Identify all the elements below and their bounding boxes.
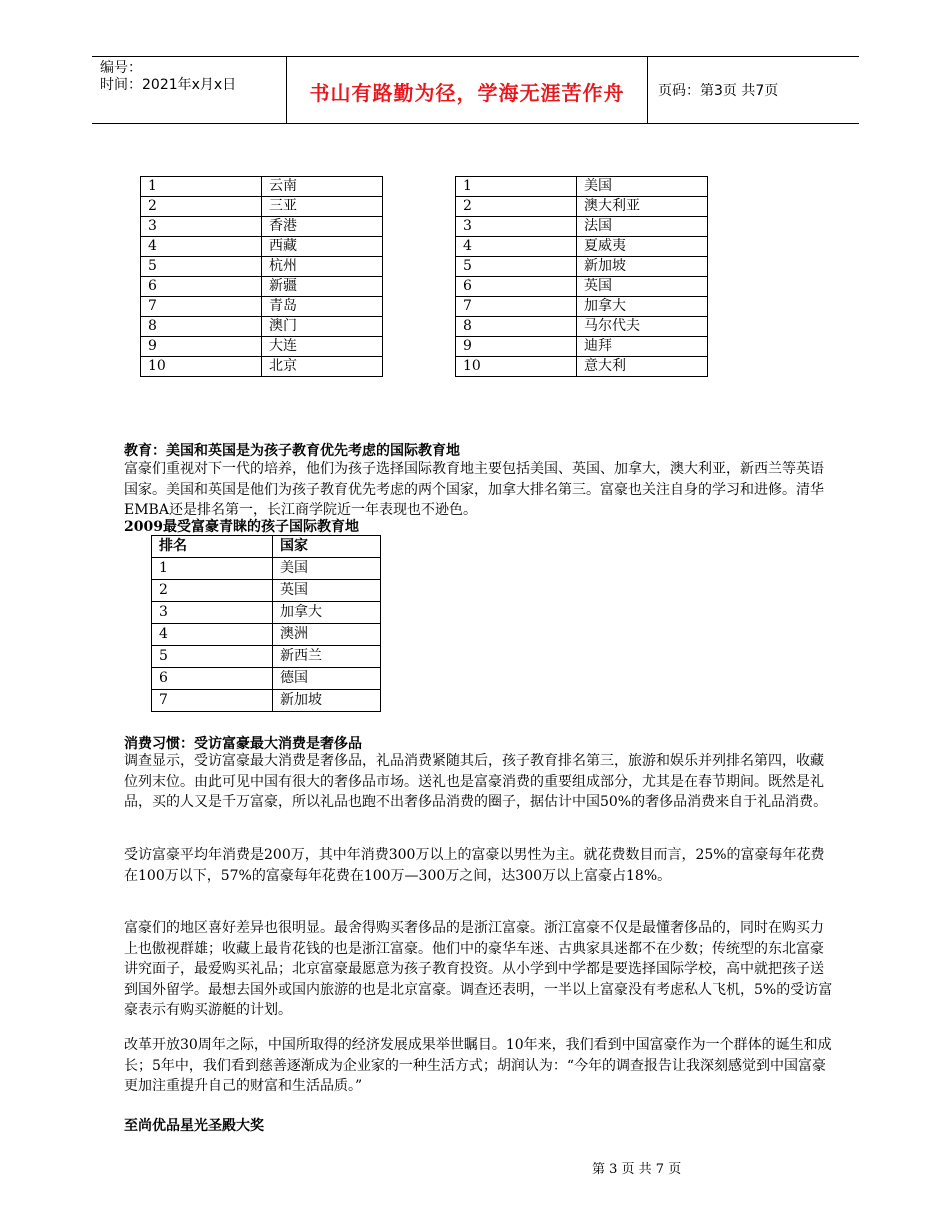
international-destinations-table bbox=[455, 176, 708, 377]
table-row bbox=[456, 317, 708, 337]
table-row bbox=[152, 624, 381, 646]
table-row bbox=[141, 297, 383, 317]
rank-cell: 4 bbox=[456, 237, 577, 257]
place-cell: 云南 bbox=[262, 177, 383, 197]
rank-cell: 1 bbox=[152, 558, 273, 580]
place-cell: 意大利 bbox=[577, 357, 708, 377]
place-cell: 法国 bbox=[577, 217, 708, 237]
place-cell: 新疆 bbox=[262, 277, 383, 297]
closing-heading: 至尚优品星光圣殿大奖 bbox=[124, 1118, 264, 1134]
rank-cell: 1 bbox=[141, 177, 262, 197]
rank-cell: 7 bbox=[141, 297, 262, 317]
rank-cell: 5 bbox=[456, 257, 577, 277]
education-heading: 教育：美国和英国是为孩子教育优先考虑的国际教育地 bbox=[124, 443, 460, 459]
table-row bbox=[456, 357, 708, 377]
rank-cell: 3 bbox=[141, 217, 262, 237]
page-footer: 第 3 页 共 7 页 bbox=[592, 1162, 682, 1177]
rank-cell: 10 bbox=[456, 357, 577, 377]
column-header-country: 国家 bbox=[273, 536, 381, 558]
rank-cell: 10 bbox=[141, 357, 262, 377]
header-meta bbox=[100, 60, 280, 94]
domestic-destinations-table bbox=[140, 176, 383, 377]
table-row bbox=[141, 337, 383, 357]
place-cell: 德国 bbox=[273, 668, 381, 690]
place-cell: 澳门 bbox=[262, 317, 383, 337]
date-label: 时间：2021年x月x日 bbox=[100, 77, 237, 93]
header-divider bbox=[647, 57, 648, 123]
rank-cell: 4 bbox=[152, 624, 273, 646]
column-header-rank: 排名 bbox=[152, 536, 273, 558]
table-row bbox=[141, 197, 383, 217]
table-row bbox=[141, 177, 383, 197]
place-cell: 英国 bbox=[273, 580, 381, 602]
page-indicator: 页码：第3页 共7页 bbox=[658, 83, 779, 99]
rank-cell: 4 bbox=[141, 237, 262, 257]
table-row bbox=[141, 317, 383, 337]
table-row bbox=[456, 257, 708, 277]
consumption-heading: 消费习惯：受访富豪最大消费是奢侈品 bbox=[124, 736, 362, 752]
place-cell: 青岛 bbox=[262, 297, 383, 317]
rank-cell: 8 bbox=[456, 317, 577, 337]
consumption-paragraph-3: 富豪们的地区喜好差异也很明显。最舍得购买奢侈品的是浙江富豪。浙江富豪不仅是最懂奢侈品的，同时在购买力上也傲视群雄；收藏上最肯花钱的也是浙江富豪。他们中的豪华车迷、古典家具迷都不在少数；传统型的东北富豪讲究面子，最爱购买礼品；北京富豪最愿意为孩子教育投资。从小学到中学都是要选择国际学校，高中就把孩子送到国外留学。最想去国外或国内旅游的也是北京富豪。调查还表明，一半以上富豪没有考虑私人飞机，5%的受访富豪表示有购买游艇的计划。 bbox=[124, 920, 833, 1018]
place-cell: 美国 bbox=[577, 177, 708, 197]
consumption-paragraph-4: 改革开放30周年之际，中国所取得的经济发展成果举世瞩目。10年来，我们看到中国富豪作为一个群体的诞生和成长；5年中，我们看到慈善逐渐成为企业家的一种生活方式；胡润认为：“今年的调查报告让我深刻感觉到中国富豪更加注重提升自己的财富和生活品质。” bbox=[124, 1037, 832, 1094]
place-cell: 香港 bbox=[262, 217, 383, 237]
rank-cell: 1 bbox=[456, 177, 577, 197]
rank-cell: 7 bbox=[152, 690, 273, 712]
table-row bbox=[152, 580, 381, 602]
rank-cell: 9 bbox=[141, 337, 262, 357]
rank-cell: 2 bbox=[152, 580, 273, 602]
rank-cell: 3 bbox=[456, 217, 577, 237]
rank-cell: 8 bbox=[141, 317, 262, 337]
table-row bbox=[141, 257, 383, 277]
rank-cell: 5 bbox=[152, 646, 273, 668]
table-row bbox=[141, 277, 383, 297]
rank-cell: 7 bbox=[456, 297, 577, 317]
table-row bbox=[141, 217, 383, 237]
page-header bbox=[92, 56, 859, 124]
place-cell: 三亚 bbox=[262, 197, 383, 217]
table-row bbox=[456, 217, 708, 237]
rank-cell: 3 bbox=[152, 602, 273, 624]
place-cell: 西藏 bbox=[262, 237, 383, 257]
rank-cell: 5 bbox=[141, 257, 262, 277]
place-cell: 美国 bbox=[273, 558, 381, 580]
place-cell: 加拿大 bbox=[577, 297, 708, 317]
place-cell: 英国 bbox=[577, 277, 708, 297]
place-cell: 新加坡 bbox=[273, 690, 381, 712]
place-cell: 加拿大 bbox=[273, 602, 381, 624]
table-row bbox=[456, 277, 708, 297]
consumption-paragraph-2: 受访富豪平均年消费是200万，其中年消费300万以上的富豪以男性为主。就花费数目而言，25%的富豪每年花费在100万以下，57%的富豪每年花费在100万—300万之间，达300万以上富豪占18%。 bbox=[124, 847, 825, 884]
place-cell: 大连 bbox=[262, 337, 383, 357]
table-row bbox=[152, 690, 381, 712]
place-cell: 杭州 bbox=[262, 257, 383, 277]
table-row bbox=[456, 337, 708, 357]
education-table-title: 2009最受富豪青睐的孩子国际教育地 bbox=[124, 519, 359, 535]
table-row bbox=[152, 646, 381, 668]
place-cell: 北京 bbox=[262, 357, 383, 377]
education-destinations-table bbox=[151, 535, 381, 712]
table-row bbox=[152, 558, 381, 580]
table-row bbox=[152, 668, 381, 690]
place-cell: 澳洲 bbox=[273, 624, 381, 646]
place-cell: 马尔代夫 bbox=[577, 317, 708, 337]
rank-cell: 2 bbox=[456, 197, 577, 217]
rank-cell: 6 bbox=[456, 277, 577, 297]
rank-cell: 6 bbox=[152, 668, 273, 690]
rank-cell: 6 bbox=[141, 277, 262, 297]
rank-cell: 9 bbox=[456, 337, 577, 357]
rank-cell: 2 bbox=[141, 197, 262, 217]
table-row bbox=[141, 357, 383, 377]
place-cell: 迪拜 bbox=[577, 337, 708, 357]
table-row bbox=[141, 237, 383, 257]
table-row bbox=[152, 602, 381, 624]
place-cell: 新西兰 bbox=[273, 646, 381, 668]
header-divider bbox=[286, 57, 287, 123]
table-row bbox=[456, 197, 708, 217]
header-motto: 书山有路勤为径，学海无涯苦作舟 bbox=[309, 81, 625, 105]
place-cell: 澳大利亚 bbox=[577, 197, 708, 217]
table-row bbox=[456, 177, 708, 197]
table-row bbox=[456, 297, 708, 317]
place-cell: 新加坡 bbox=[577, 257, 708, 277]
place-cell: 夏威夷 bbox=[577, 237, 708, 257]
education-paragraph: 富豪们重视对下一代的培养，他们为孩子选择国际教育地主要包括美国、英国、加拿大，澳大利亚，新西兰等英语国家。美国和英国是他们为孩子教育优先考虑的两个国家，加拿大排名第三。富豪也关注自身的学习和进修。清华EMBA还是排名第一，长江商学院近一年表现也不逊色。 bbox=[124, 461, 824, 518]
table-row bbox=[456, 237, 708, 257]
code-label: 编号： bbox=[100, 60, 142, 76]
consumption-paragraph-1: 调查显示，受访富豪最大消费是奢侈品，礼品消费紧随其后，孩子教育排名第三，旅游和娱乐并列排名第四，收藏位列末位。由此可见中国有很大的奢侈品市场。送礼也是富豪消费的重要组成部分，尤其是在春节期间。既然是礼品，买的人又是千万富豪，所以礼品也跑不出奢侈品消费的圈子，据估计中国50%的奢侈品消费来自于礼品消费。 bbox=[124, 753, 828, 810]
